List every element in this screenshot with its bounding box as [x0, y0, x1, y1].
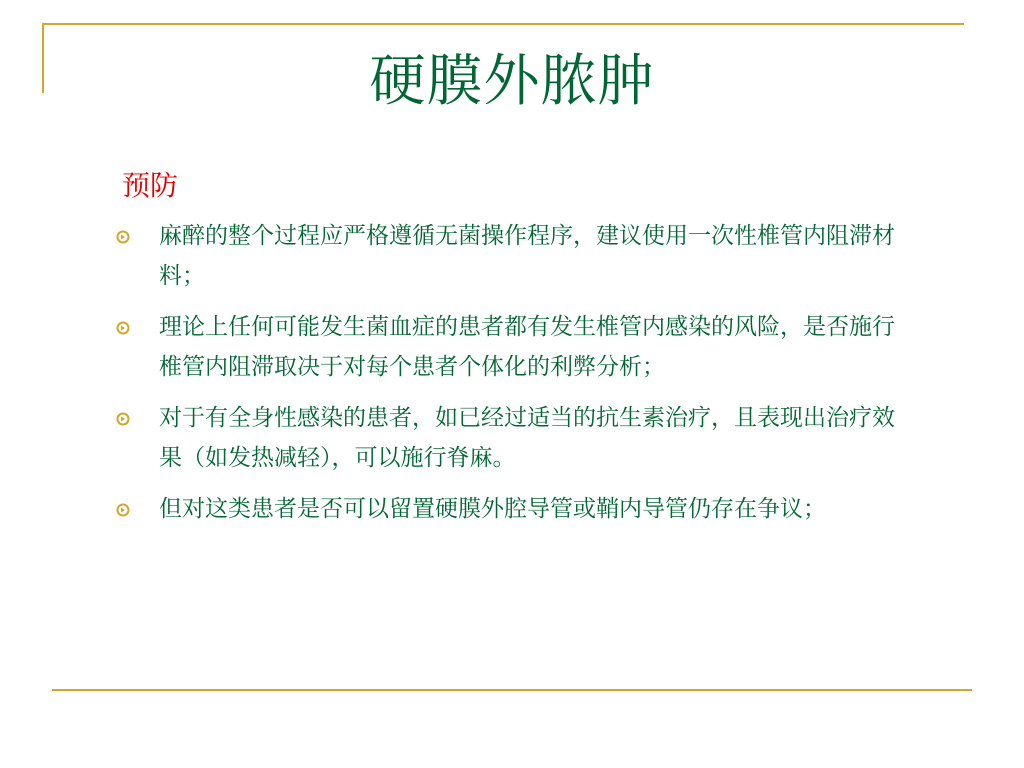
bullet-list — [116, 216, 916, 540]
bullet-text: 对于有全身性感染的患者，如已经过适当的抗生素治疗，且表现出治疗效果（如发热减轻），可以施行脊麻。 — [159, 405, 895, 471]
circled-arrow-bullet-icon — [116, 321, 130, 335]
bullet-item — [116, 489, 904, 529]
bullet-item — [116, 398, 904, 478]
circled-arrow-bullet-icon — [116, 503, 130, 517]
circled-arrow-bullet-icon — [116, 230, 130, 244]
bullet-text: 理论上任何可能发生菌血症的患者都有发生椎管内感染的风险，是否施行椎管内阻滞取决于对每个患者个体化的利弊分析； — [159, 314, 895, 380]
section-heading: 预防 — [122, 169, 179, 202]
bullet-item — [116, 307, 904, 387]
circled-arrow-bullet-icon — [116, 412, 130, 426]
bullet-text: 麻醉的整个过程应严格遵循无菌操作程序，建议使用一次性椎管内阻滞材料； — [159, 223, 895, 289]
bullet-text: 但对这类患者是否可以留置硬膜外腔导管或鞘内导管仍存在争议； — [159, 496, 826, 522]
bullet-item — [116, 216, 904, 296]
frame-top-line — [42, 23, 964, 25]
frame-bottom-line — [52, 689, 972, 691]
slide-title: 硬膜外脓肿 — [369, 49, 655, 114]
